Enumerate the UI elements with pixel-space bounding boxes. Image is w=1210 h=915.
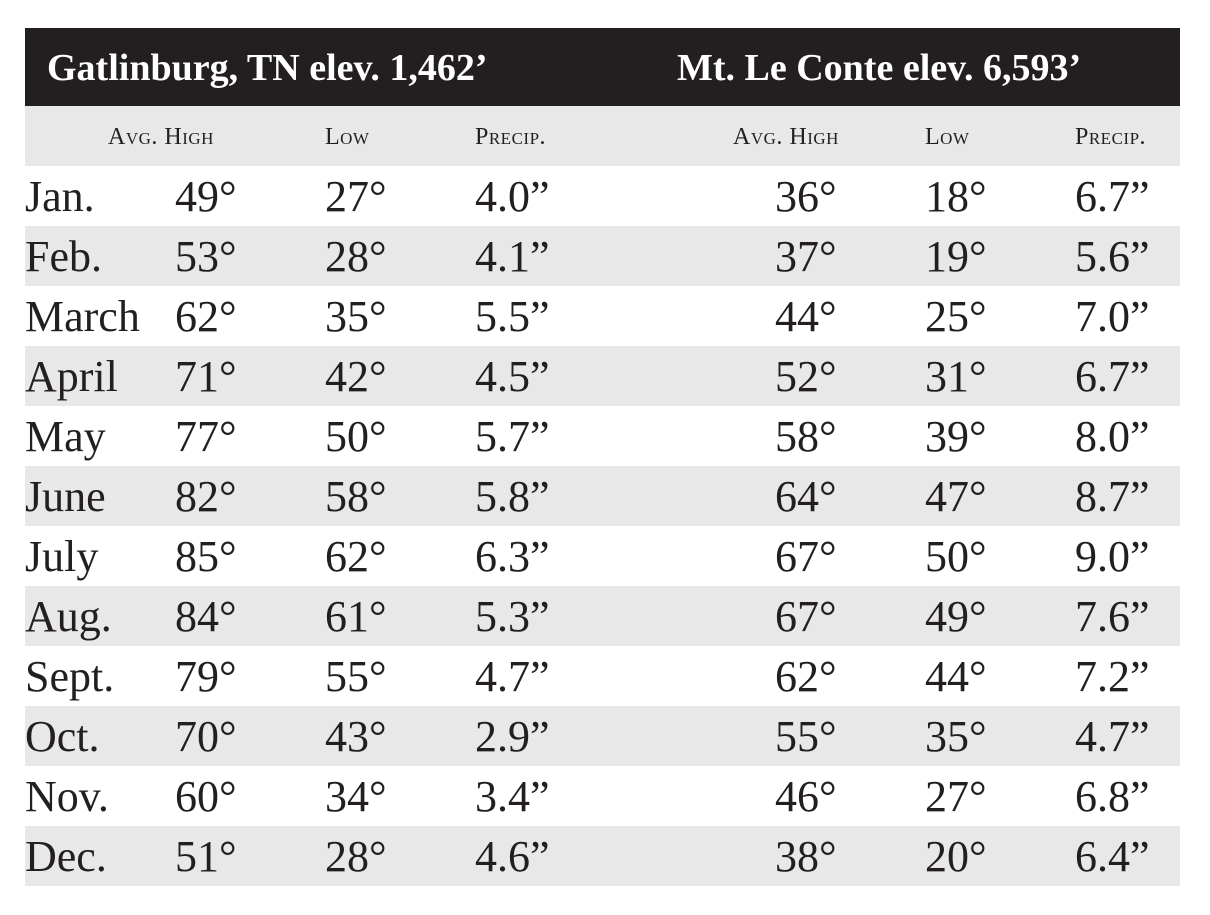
- leconte-low-cell: 27°: [925, 772, 987, 821]
- gatlinburg-high-cell: 71°: [175, 352, 237, 401]
- gatlinburg-precip-cell: 2.9”: [475, 712, 550, 761]
- month-cell: Aug.: [25, 592, 112, 641]
- leconte-low-cell: 35°: [925, 712, 987, 761]
- gatlinburg-precip-cell: 4.0”: [475, 172, 550, 221]
- leconte-low-cell: 18°: [925, 172, 987, 221]
- leconte-low-cell: 39°: [925, 412, 987, 461]
- table-row: [25, 466, 1180, 526]
- month-cell: July: [25, 532, 99, 581]
- gatlinburg-low-cell: 42°: [325, 352, 387, 401]
- gatlinburg-precip-cell: 5.3”: [475, 592, 550, 641]
- leconte-high-cell: 67°: [775, 532, 837, 581]
- leconte-precip-header: Precip.: [1075, 124, 1147, 150]
- gatlinburg-precip-cell: 5.5”: [475, 292, 550, 341]
- gatlinburg-low-cell: 50°: [325, 412, 387, 461]
- table-row: [25, 286, 1180, 346]
- leconte-precip-cell: 6.7”: [1075, 172, 1150, 221]
- gatlinburg-precip-cell: 6.3”: [475, 532, 550, 581]
- leconte-precip-cell: 5.6”: [1075, 232, 1150, 281]
- gatlinburg-precip-cell: 5.8”: [475, 472, 550, 521]
- leconte-low-cell: 20°: [925, 832, 987, 881]
- leconte-low-cell: 25°: [925, 292, 987, 341]
- table-row: [25, 706, 1180, 766]
- leconte-high-cell: 64°: [775, 472, 837, 521]
- gatlinburg-low-cell: 34°: [325, 772, 387, 821]
- leconte-title: Mt. Le Conte elev. 6,593’: [677, 47, 1082, 89]
- leconte-high-cell: 36°: [775, 172, 837, 221]
- table-row: [25, 406, 1180, 466]
- leconte-low-cell: 49°: [925, 592, 987, 641]
- gatlinburg-high-cell: 77°: [175, 412, 237, 461]
- month-cell: March: [25, 292, 140, 341]
- gatlinburg-precip-cell: 4.1”: [475, 232, 550, 281]
- leconte-high-cell: 37°: [775, 232, 837, 281]
- month-cell: Jan.: [25, 172, 95, 221]
- month-cell: Dec.: [25, 832, 107, 881]
- table-row: [25, 766, 1180, 826]
- gatlinburg-low-header: Low: [325, 124, 370, 150]
- gatlinburg-low-cell: 58°: [325, 472, 387, 521]
- month-cell: April: [25, 352, 118, 401]
- table-row: [25, 166, 1180, 226]
- gatlinburg-low-cell: 61°: [325, 592, 387, 641]
- leconte-low-cell: 47°: [925, 472, 987, 521]
- leconte-high-cell: 44°: [775, 292, 837, 341]
- leconte-low-cell: 44°: [925, 652, 987, 701]
- leconte-precip-cell: 8.7”: [1075, 472, 1150, 521]
- month-cell: June: [25, 472, 106, 521]
- table-row: [25, 346, 1180, 406]
- leconte-precip-cell: 7.2”: [1075, 652, 1150, 701]
- leconte-high-cell: 52°: [775, 352, 837, 401]
- gatlinburg-high-cell: 60°: [175, 772, 237, 821]
- month-cell: Sept.: [25, 652, 115, 701]
- gatlinburg-precip-header: Precip.: [475, 124, 547, 150]
- gatlinburg-high-cell: 51°: [175, 832, 237, 881]
- table-title-bar: [25, 28, 1180, 106]
- gatlinburg-precip-cell: 4.6”: [475, 832, 550, 881]
- leconte-low-cell: 31°: [925, 352, 987, 401]
- month-cell: Oct.: [25, 712, 100, 761]
- gatlinburg-low-cell: 55°: [325, 652, 387, 701]
- gatlinburg-avg-high-header: Avg. High: [108, 124, 214, 150]
- leconte-avg-high-header: Avg. High: [733, 124, 839, 150]
- table-body: [25, 166, 1180, 886]
- gatlinburg-low-cell: 35°: [325, 292, 387, 341]
- gatlinburg-high-cell: 82°: [175, 472, 237, 521]
- leconte-high-cell: 46°: [775, 772, 837, 821]
- leconte-precip-cell: 6.4”: [1075, 832, 1150, 881]
- gatlinburg-high-cell: 79°: [175, 652, 237, 701]
- leconte-high-cell: 58°: [775, 412, 837, 461]
- leconte-high-cell: 67°: [775, 592, 837, 641]
- gatlinburg-precip-cell: 4.5”: [475, 352, 550, 401]
- gatlinburg-title: Gatlinburg, TN elev. 1,462’: [47, 47, 488, 89]
- leconte-low-cell: 50°: [925, 532, 987, 581]
- leconte-precip-cell: 8.0”: [1075, 412, 1150, 461]
- table-row: [25, 226, 1180, 286]
- table-row: [25, 646, 1180, 706]
- gatlinburg-high-cell: 62°: [175, 292, 237, 341]
- gatlinburg-low-cell: 28°: [325, 832, 387, 881]
- gatlinburg-high-cell: 70°: [175, 712, 237, 761]
- leconte-precip-cell: 7.6”: [1075, 592, 1150, 641]
- gatlinburg-low-cell: 62°: [325, 532, 387, 581]
- leconte-precip-cell: 6.7”: [1075, 352, 1150, 401]
- gatlinburg-precip-cell: 4.7”: [475, 652, 550, 701]
- table-row: [25, 586, 1180, 646]
- gatlinburg-precip-cell: 5.7”: [475, 412, 550, 461]
- leconte-low-cell: 19°: [925, 232, 987, 281]
- month-cell: May: [25, 412, 106, 461]
- gatlinburg-high-cell: 49°: [175, 172, 237, 221]
- climate-table: [25, 28, 1180, 886]
- leconte-precip-cell: 6.8”: [1075, 772, 1150, 821]
- leconte-high-cell: 55°: [775, 712, 837, 761]
- gatlinburg-low-cell: 43°: [325, 712, 387, 761]
- month-cell: Feb.: [25, 232, 102, 281]
- leconte-low-header: Low: [925, 124, 970, 150]
- leconte-high-cell: 38°: [775, 832, 837, 881]
- gatlinburg-high-cell: 84°: [175, 592, 237, 641]
- table-row: [25, 526, 1180, 586]
- column-header-row: [25, 106, 1180, 166]
- gatlinburg-precip-cell: 3.4”: [475, 772, 550, 821]
- table-row: [25, 826, 1180, 886]
- leconte-precip-cell: 9.0”: [1075, 532, 1150, 581]
- leconte-high-cell: 62°: [775, 652, 837, 701]
- gatlinburg-low-cell: 28°: [325, 232, 387, 281]
- gatlinburg-high-cell: 53°: [175, 232, 237, 281]
- month-cell: Nov.: [25, 772, 109, 821]
- leconte-precip-cell: 4.7”: [1075, 712, 1150, 761]
- leconte-precip-cell: 7.0”: [1075, 292, 1150, 341]
- gatlinburg-high-cell: 85°: [175, 532, 237, 581]
- gatlinburg-low-cell: 27°: [325, 172, 387, 221]
